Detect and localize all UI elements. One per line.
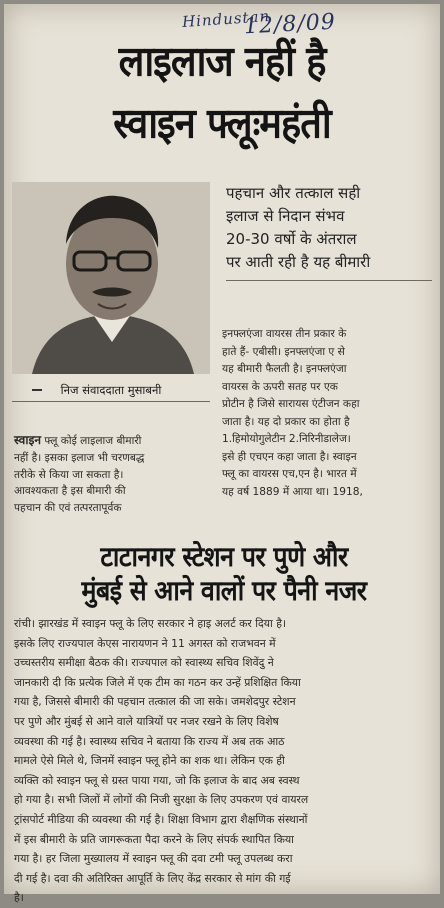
left-column-text bbox=[14, 432, 214, 517]
text-line: हो गया है। सभी जिलों में लोगों की निजी सुरक्षा के लिए उपकरण एवं वायरल bbox=[14, 793, 309, 807]
text-line: व्यक्ति को स्वाइन फ्लू से ग्रस्त पाया गया, जो कि इलाज के बाद अब स्वस्थ bbox=[14, 773, 300, 787]
text-line: फ्लू का वायरस एच,एन है। भारत में bbox=[222, 468, 357, 480]
text-line: दी गई है। दवा की अतिरिक्त आपूर्ति के लिए केंद्र सरकार से मांग की गई bbox=[14, 871, 291, 885]
text-line: इनफ्लएंजा वायरस तीन प्रकार के bbox=[222, 328, 347, 340]
text-fragment: फ्लू कोई लाइलाज बीमारी bbox=[41, 435, 142, 447]
text-line: इसके लिए राज्यपाल केएस नारायणन ने 11 अगस्त को राजभवन में bbox=[14, 636, 276, 650]
text-line: मामले ऐसे मिले थे, जिनमें स्वाइन फ्लू होने का शक था। लेकिन एक ही bbox=[14, 754, 285, 768]
text-line: हाते हैं- एबीसी। इनफ्लएंजा ए से bbox=[222, 345, 345, 358]
text-line: यह बीमारी फैलती है। इनफ्लएंजा bbox=[222, 363, 347, 375]
text-line: इसे ही एचएन कहा जाता है। स्वाइन bbox=[222, 450, 357, 463]
text-line: गया है, जिससे बीमारी की पहचान तत्काल की जा सके। जमशेदपुर स्टेशन bbox=[14, 695, 296, 709]
secondary-headline-line-1: टाटानगर स्टेशन पर पुणे और bbox=[100, 540, 348, 573]
handwritten-date: 12/8/09 bbox=[243, 9, 337, 40]
text-line: उच्चस्तरीय समीक्षा बैठक की। राज्यपाल को स्वास्थ्य सचिव शिवेंदु ने bbox=[14, 656, 274, 670]
text-line: व्यवस्था की गई है। स्वास्थ्य सचिव ने बताया कि राज्य में अब तक आठ bbox=[14, 734, 285, 748]
text-line: वायरस के ऊपरी सतह पर एक bbox=[222, 380, 338, 393]
text-line: तरीके से किया जा सकता है। bbox=[14, 468, 124, 481]
headline-line-2: स्वाइन फ्लूःमहंती bbox=[113, 98, 331, 148]
text-line: पहचान की एवं तत्परतापूर्वक bbox=[14, 502, 122, 515]
lead-word: स्वाइन bbox=[14, 433, 42, 447]
text-line bbox=[14, 432, 214, 450]
secondary-headline bbox=[12, 540, 436, 612]
text-line: यह वर्ष 1889 में आया था। 1918, bbox=[222, 485, 363, 498]
deck-line: 20-30 वर्षो के अंतराल bbox=[226, 230, 357, 248]
headline-line-1: लाइलाज नहीं है bbox=[118, 36, 326, 86]
photo-caption: निज संवाददाता मुसाबनी bbox=[12, 378, 210, 402]
newspaper-clipping bbox=[4, 4, 440, 905]
deck-line: इलाज से निदान संभव bbox=[226, 207, 345, 225]
handwritten-source: Hindustan bbox=[181, 6, 271, 32]
text-line: जानकारी दी कि प्रत्येक जिले में एक टीम का गठन कर उन्हें प्रशिक्षित किया bbox=[14, 675, 301, 689]
text-line: जाता है। यह दो प्रकार का होता है bbox=[222, 415, 350, 428]
text-line: है। bbox=[14, 891, 24, 905]
right-column-text bbox=[222, 326, 436, 501]
text-line: पर पुणे और मुंबई से आने वाले यात्रियों पर नजर रखने के लिए विशेष bbox=[14, 714, 279, 728]
text-line: रांची। झारखंड में स्वाइन फ्लू के लिए सरकार ने हाइ अलर्ट कर दिया है। bbox=[14, 617, 287, 630]
text-line: आवश्यकता है इस बीमारी की bbox=[14, 485, 126, 498]
text-line: में इस बीमारी के प्रति जागरूकता पैदा करने के लिए संपर्क स्थापित किया bbox=[14, 832, 294, 846]
text-line: गया है। हर जिला मुख्यालय में स्वाइन फ्लू की दवा टमी फ्लू उपलब्ध करा bbox=[14, 852, 293, 866]
text-line: नहीं है। इसका इलाज भी चरणबद्ध bbox=[14, 451, 145, 464]
deck-line: पहचान और तत्काल सही bbox=[226, 184, 361, 202]
portrait-photo bbox=[12, 182, 210, 374]
text-line: ट्रांसपोर्ट मीडिया की व्यवस्था की गई है। शिक्षा विभाग द्वारा शैक्षणिक संस्थानों bbox=[14, 812, 308, 826]
deck-text bbox=[226, 182, 432, 281]
deck-line: पर आती रही है यह बीमारी bbox=[226, 253, 371, 271]
article-body bbox=[14, 614, 438, 908]
text-line: 1.हिमोयोगुलेटीन 2.निरिनीडालेज। bbox=[222, 433, 351, 445]
text-line: प्रोटीन है जिसे सारायस एंटीजन कहा bbox=[222, 398, 360, 410]
secondary-headline-line-2: मुंबई से आने वालों पर पैनी नजर bbox=[81, 574, 367, 607]
